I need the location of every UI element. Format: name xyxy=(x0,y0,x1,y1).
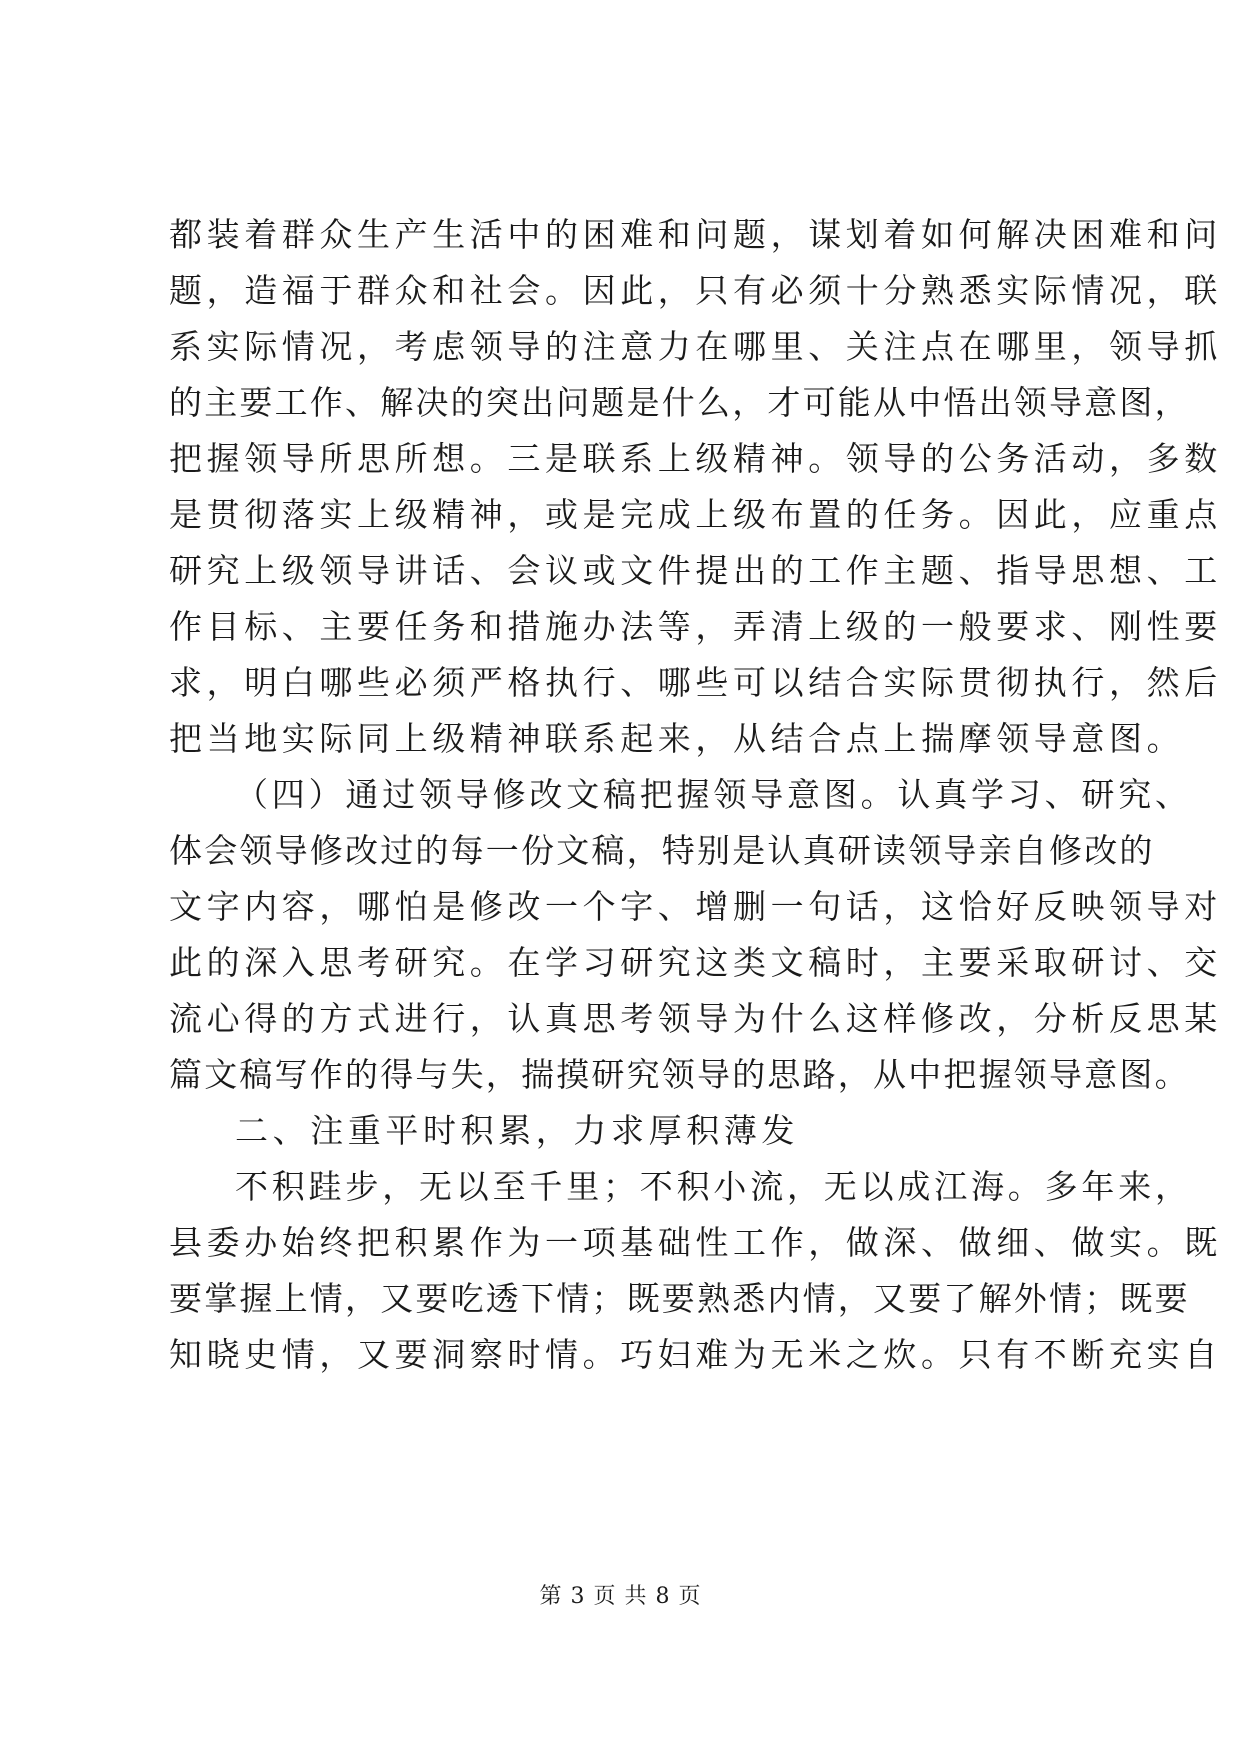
text-line: 不积跬步，无以至千里；不积小流，无以成江海。多年来， xyxy=(235,1167,1192,1206)
text-line: 求，明白哪些必须严格执行、哪些可以结合实际贯彻执行，然后 xyxy=(169,663,1222,702)
text-line: 文字内容，哪怕是修改一个字、增删一句话，这恰好反映领导对 xyxy=(169,887,1222,926)
text-line: 篇文稿写作的得与失，揣摸研究领导的思路，从中把握领导意图。 xyxy=(169,1055,1190,1094)
page-number-footer: 第 3 页 共 8 页 xyxy=(539,1584,702,1609)
text-line: 的主要工作、解决的突出问题是什么，才可能从中悟出领导意图， xyxy=(169,383,1190,422)
text-line: 研究上级领导讲话、会议或文件提出的工作主题、指导思想、工 xyxy=(169,551,1222,590)
text-line: 知晓史情，又要洞察时情。巧妇难为无米之炊。只有不断充实自 xyxy=(169,1335,1222,1374)
text-line: 要掌握上情，又要吃透下情；既要熟悉内情，又要了解外情；既要 xyxy=(169,1279,1190,1318)
text-line: 体会领导修改过的每一份文稿，特别是认真研读领导亲自修改的 xyxy=(169,831,1155,870)
text-line: 县委办始终把积累作为一项基础性工作，做深、做细、做实。既 xyxy=(169,1223,1222,1262)
text-line: 系实际情况，考虑领导的注意力在哪里、关注点在哪里，领导抓 xyxy=(169,327,1222,366)
text-line: 题，造福于群众和社会。因此，只有必须十分熟悉实际情况，联 xyxy=(169,271,1222,310)
section-heading: 二、注重平时积累，力求厚积薄发 xyxy=(235,1111,799,1150)
text-line: 把握领导所思所想。三是联系上级精神。领导的公务活动，多数 xyxy=(169,439,1222,478)
text-line: 流心得的方式进行，认真思考领导为什么这样修改，分析反思某 xyxy=(169,999,1222,1038)
text-line: 此的深入思考研究。在学习研究这类文稿时，主要采取研讨、交 xyxy=(169,943,1222,982)
text-line: 都装着群众生产生活中的困难和问题，谋划着如何解决困难和问 xyxy=(169,215,1222,254)
text-line: 把当地实际同上级精神联系起来，从结合点上揣摩领导意图。 xyxy=(169,719,1185,758)
section-heading: （四）通过领导修改文稿把握领导意图。认真学习、研究、 xyxy=(235,775,1192,814)
text-line: 是贯彻落实上级精神，或是完成上级布置的任务。因此，应重点 xyxy=(169,495,1222,534)
text-line: 作目标、主要任务和措施办法等，弄清上级的一般要求、刚性要 xyxy=(169,607,1222,646)
